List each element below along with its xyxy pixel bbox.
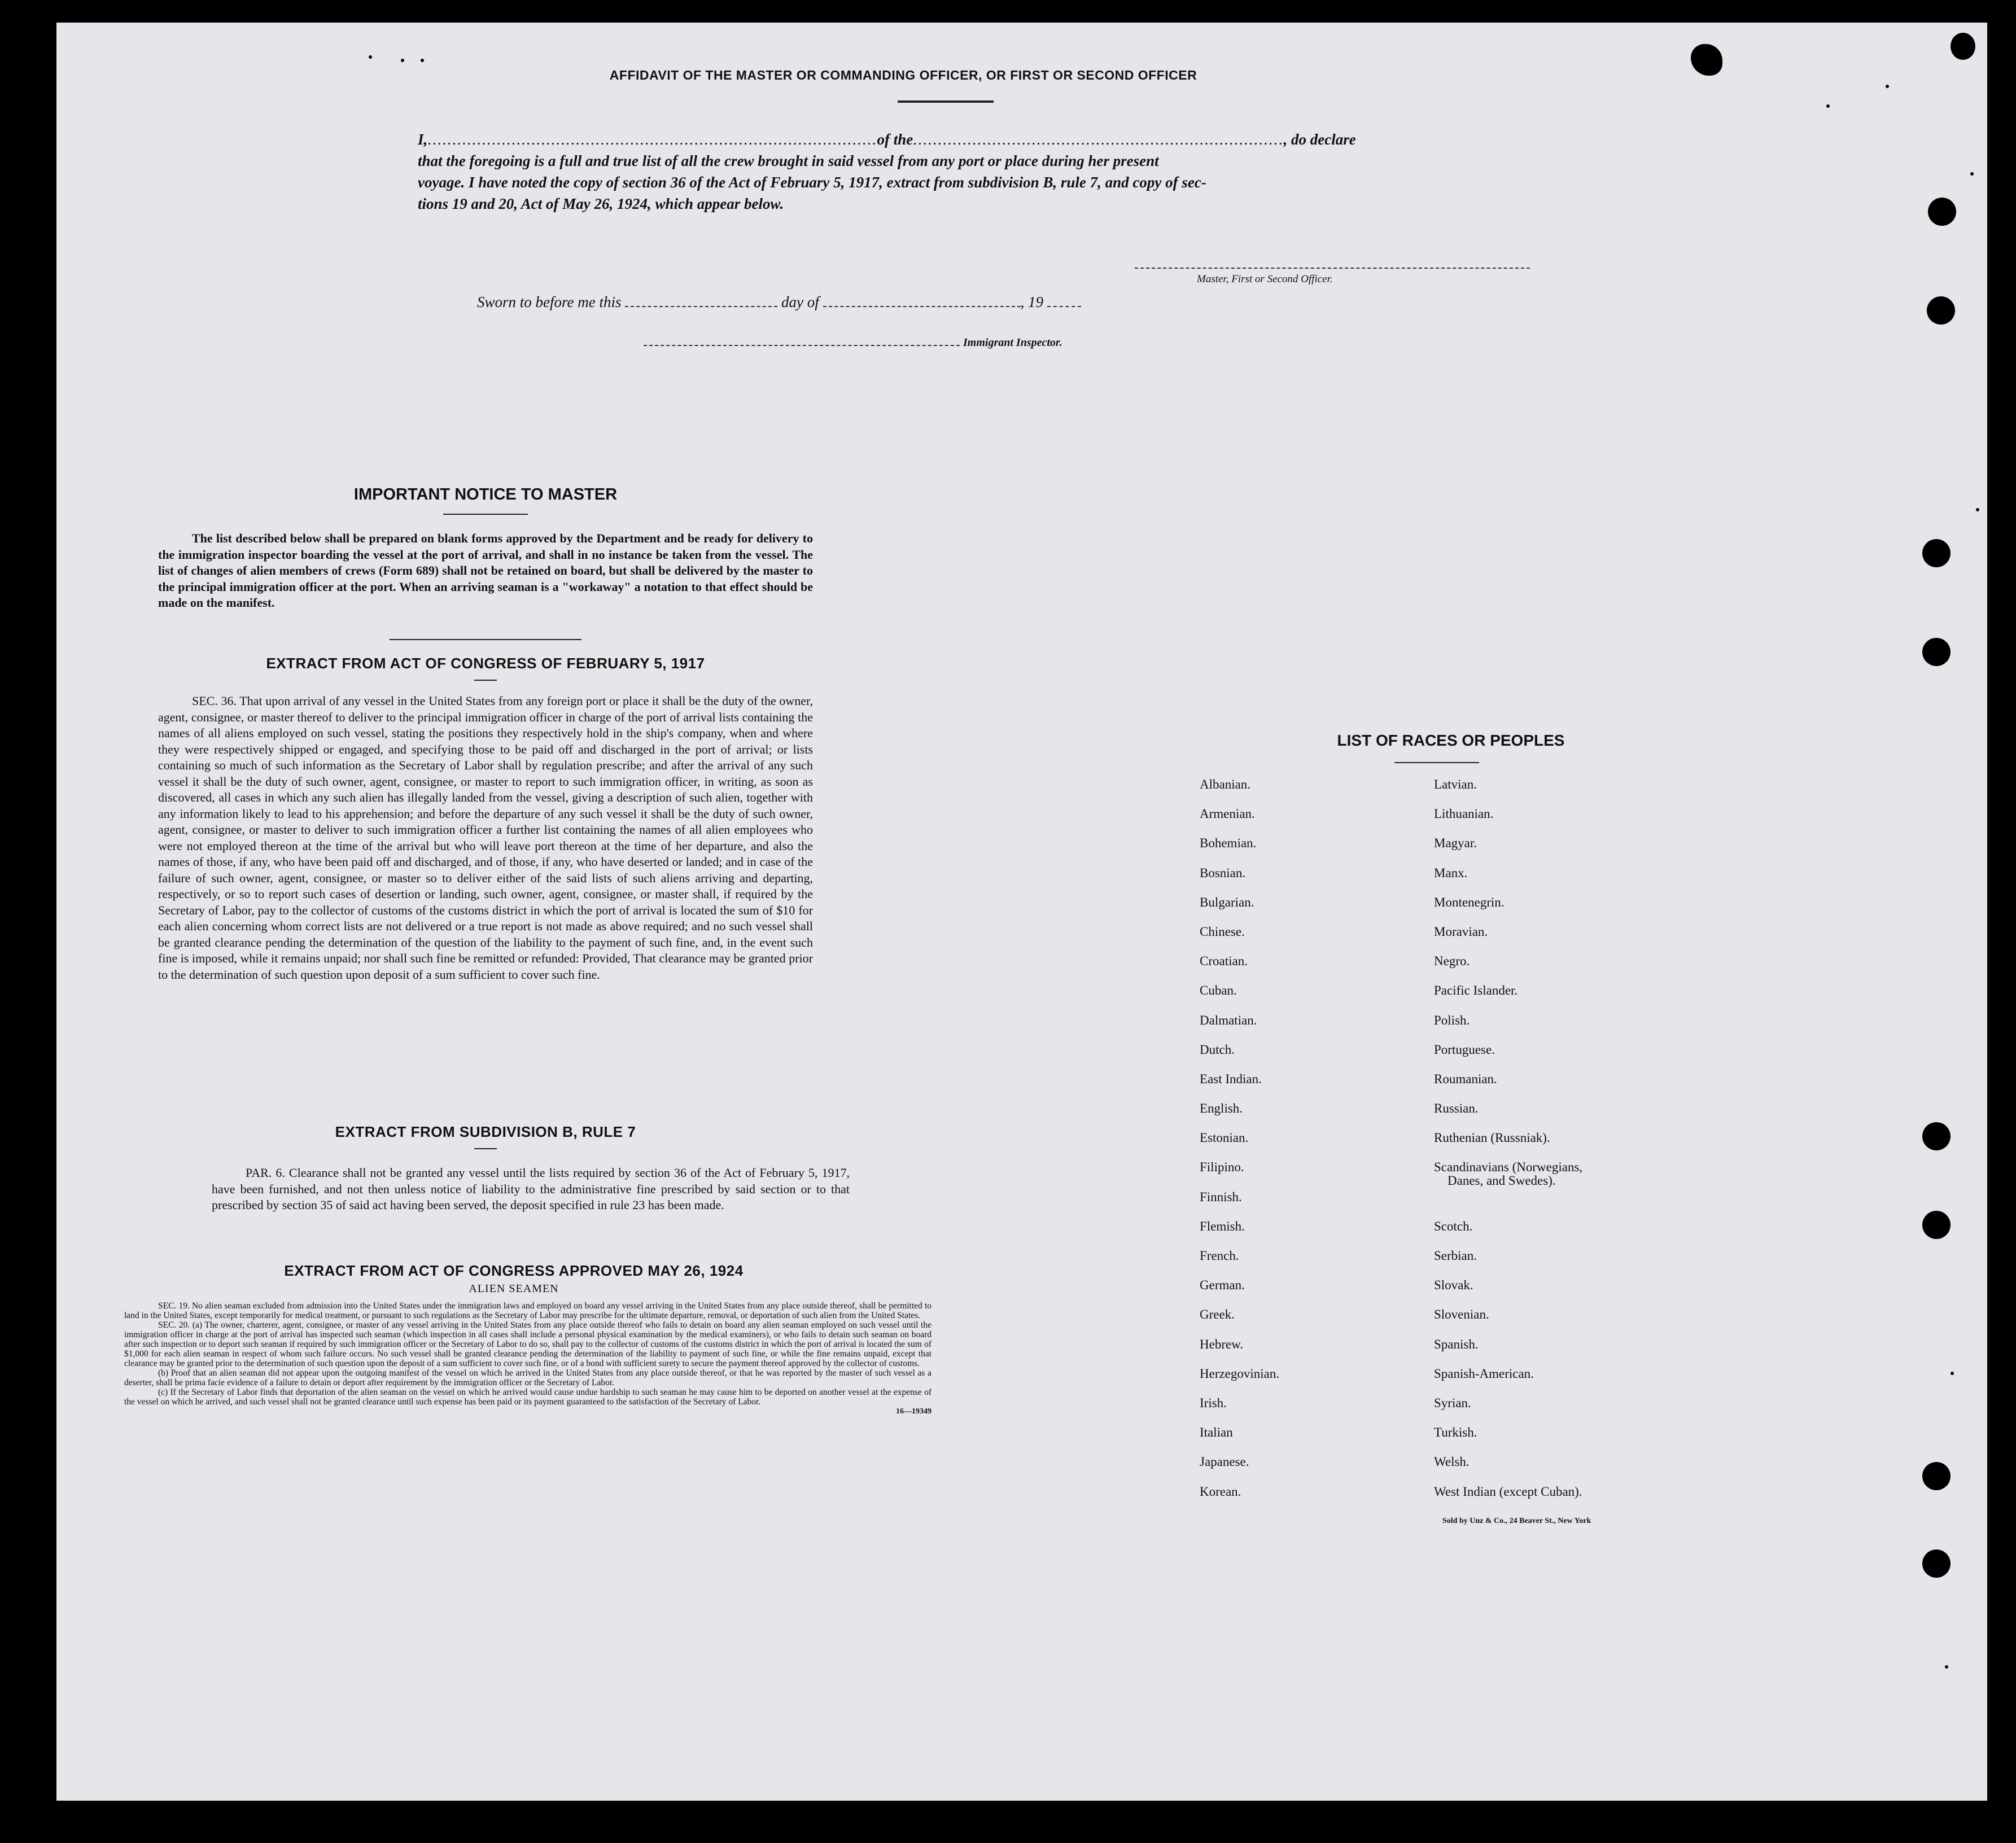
title-rule [898, 100, 994, 103]
sec-20c-text: (c) If the Secretary of Labor finds that deportation of the alien seaman on the vessel on which he arrived would cause undue hardship to such seaman he may cause him to be deported on another vessel at the expense of the vessel on which he arrived, and such vessel shall not be granted clearance until such expense has been paid or its payment guaranteed to the satisfaction of the Secretary of Labor. [124, 1387, 932, 1407]
inspector-label: Immigrant Inspector. [963, 336, 1062, 349]
race-item: Armenian. [1200, 807, 1255, 821]
vessel-fill-line[interactable]: ........................................................................... [913, 131, 1284, 148]
race-item: Syrian. [1434, 1395, 1471, 1410]
race-item: Slovak. [1434, 1278, 1473, 1293]
sworn-year: , 19 [1020, 294, 1043, 310]
race-item: Welsh. [1434, 1455, 1470, 1469]
race-item: Herzegovinian. [1200, 1366, 1280, 1381]
inspector-signature-fill[interactable] [644, 345, 960, 346]
race-item: Dalmatian. [1200, 1013, 1257, 1027]
race-item: Dutch. [1200, 1042, 1235, 1057]
race-item: German. [1200, 1278, 1245, 1293]
race-item: Hebrew. [1200, 1337, 1244, 1351]
inspector-line [644, 336, 1062, 349]
signature-line[interactable] [1135, 268, 1530, 269]
name-fill-line[interactable]: ........................................................................................... [427, 131, 877, 148]
race-item: Korean. [1200, 1484, 1241, 1499]
binder-hole-icon [1922, 1549, 1951, 1578]
sworn-line [477, 294, 1081, 311]
binder-hole-icon [1922, 1122, 1951, 1150]
race-item: Moravian. [1434, 924, 1488, 939]
sworn-day-of: day of [781, 294, 819, 310]
race-item: Chinese. [1200, 924, 1245, 939]
race-item: Ruthenian (Russniak). [1434, 1131, 1550, 1145]
binder-hole-icon [1922, 1211, 1951, 1239]
race-item: Serbian. [1434, 1249, 1477, 1263]
notice-end-rule [390, 639, 581, 640]
speck-icon [1826, 104, 1830, 108]
race-item: Portuguese. [1434, 1042, 1495, 1057]
races-right-column [1434, 778, 1705, 1514]
extract-rule7-body: PAR. 6. Clearance shall not be granted any vessel until the lists required by section 36 of the Act of February 5, 1917, have been furnished, and not then unless notice of liability to the administrative fine prescribed by said section or to that prescribed by section 35 of said act having been served, the deposit specified in rule 23 has been made. [212, 1166, 850, 1212]
sworn-year-fill[interactable] [1047, 294, 1081, 307]
race-item: Scotch. [1434, 1219, 1473, 1233]
race-item: West Indian (except Cuban). [1434, 1484, 1582, 1499]
speck-icon [1886, 85, 1889, 88]
race-item: Montenegrin. [1434, 895, 1505, 909]
extract-1917-body: SEC. 36. That upon arrival of any vessel in the United States from any foreign port or place it shall be the duty of the owner, agent, consignee, or master thereof to deliver to the principal immigration officer in charge of the port of arrival lists containing the names of all aliens employed on such vessel, stating the positions they respectively hold in the ship's company, when and where they were respectively shipped or engaged, and specifying those to be paid off and discharged in the port of arrival; or lists containing so much of such information as the Secretary of Labor shall by regulation prescribe; and after the arrival of any such vessel it shall be the duty of such owner, agent, consignee, or master to report to such immigration officer, in writing, as soon as discovered, all cases in which any such alien has illegally landed from the vessel, giving a description of such alien, together with any information likely to lead to his apprehension; and before the departure of any such vessel it shall be the duty of such owner, agent, consignee, or master to deliver to such immigration officer a further list containing the names of all alien employees who were not employed thereon at the time of the arrival but who will leave port thereon at the time of her departure, and also the names of those, if any, who have been paid off and discharged, and of those, if any, who have deserted or landed; and in case of the failure of such owner, agent, consignee, or master so to deliver either of the said lists of such aliens arriving and departing, respectively, or so to report such cases of desertion or landing, such owner, agent, consignee, or master shall, if required by the Secretary of Labor, pay to the collector of customs of the customs district in which the port of arrival is located the sum of $10 for each alien concerning whom correct lists are not delivered or a true report is not made as above required; and no such vessel shall be granted clearance pending the determination of the question of the liability to the payment of such fine, and, in the event such fine is imposed, while it remains unpaid; nor shall such fine be remitted or refunded: Provided, That clearance may be granted prior to the determination of such question upon deposit of a sum sufficient to cover such fine. [158, 694, 813, 982]
signature-label: Master, First or Second Officer. [1197, 273, 1333, 285]
binder-hole-icon [1928, 198, 1956, 226]
affidavit-of-the: of the [877, 131, 913, 148]
race-item: Bosnian. [1200, 865, 1246, 880]
extract-rule7-rule [474, 1148, 497, 1149]
sworn-month-fill[interactable] [823, 294, 1021, 307]
affidavit-line-4: tions 19 and 20, Act of May 26, 1924, which appear below. [418, 195, 784, 212]
race-item: Bulgarian. [1200, 895, 1254, 909]
affidavit-line-3: voyage. I have noted the copy of section 36 of the Act of February 5, 1917, extract from subdivision B, rule 7, and copy of sec- [418, 174, 1206, 191]
race-item: Finnish. [1200, 1189, 1242, 1204]
extract-1924-subtitle: ALIEN SEAMEN [469, 1282, 559, 1295]
race-item: Roumanian. [1434, 1071, 1497, 1086]
race-item: Negro. [1434, 954, 1470, 969]
race-item: Cuban. [1200, 983, 1237, 998]
race-item-line: Scandinavians (Norwegians, [1434, 1160, 1583, 1175]
notice-title: IMPORTANT NOTICE TO MASTER [353, 485, 618, 504]
sworn-date-fill[interactable] [625, 294, 777, 307]
race-item: Spanish. [1434, 1337, 1479, 1351]
binder-hole-icon [1951, 33, 1975, 60]
notice-body: The list described below shall be prepared on blank forms approved by the Department and be ready for delivery to the immigration inspector boarding the vessel at the port of arrival, and shall in no instance be taken from the vessel. The list of changes of alien members of crews (Form 689) shall not be retained on board, but shall be delivered by the master to the principal immigration officer at the port. When an arriving seaman is a "workaway" a notation to that effect should be made on the manifest. [158, 531, 813, 610]
race-item: Greek. [1200, 1307, 1235, 1322]
affidavit-line-1 [418, 129, 1536, 150]
race-item: Polish. [1434, 1013, 1470, 1027]
affidavit-line-2: that the foregoing is a full and true list of all the crew brought in said vessel from any port or place during her present [418, 152, 1159, 169]
extract-1924-title: EXTRACT FROM ACT OF CONGRESS APPROVED MAY 26, 1924 [284, 1262, 744, 1279]
extract-1917-rule-wrap [158, 680, 813, 681]
speck-icon [401, 59, 404, 62]
affidavit-title: AFFIDAVIT OF THE MASTER OR COMMANDING OFFICER, OR FIRST OR SECOND OFFICER [609, 68, 1197, 82]
extract-1917-title: EXTRACT FROM ACT OF CONGRESS OF FEBRUARY 5, 1917 [266, 655, 705, 672]
binder-hole-icon [1922, 638, 1951, 666]
race-item [1434, 1161, 1705, 1219]
speck-icon [421, 59, 424, 62]
race-item: French. [1200, 1249, 1239, 1263]
race-item: Croatian. [1200, 954, 1248, 969]
race-item: Estonian. [1200, 1131, 1249, 1145]
binder-hole-icon [1922, 539, 1951, 567]
race-item: Irish. [1200, 1395, 1227, 1410]
race-item: Bohemian. [1200, 836, 1257, 851]
race-item: Flemish. [1200, 1219, 1245, 1233]
sec-20a-text: SEC. 20. (a) The owner, charterer, agent, consignee, or master of any vessel arriving in the United States from any place outside thereof who fails to detain on board any alien seaman employed on such vessel until the immigration officer in charge at the port of arrival has inspected such seaman (which inspection in all cases shall include a personal physical examination by the medical examiners), or who fails to detain such seaman on board after such inspection or to deport such seaman if required by such immigration officer or the Secretary of Labor to do so, shall pay to the collector of customs of the customs district in which the port of arrival is located the sum of $1,000 for each alien seaman in respect of whom such failure occurs. No such vessel shall be granted clearance pending the determination of the liability to payment of such fine, or while the fine remains unpaid, except that clearance may be granted prior to the determination of such question upon the deposit of a sum sufficient to cover such fine, or of a bond with sufficient surety to secure the payment thereof approved by the collector of customs. [124, 1320, 932, 1368]
race-item: Spanish-American. [1434, 1366, 1534, 1381]
affidavit-do-declare: , do declare [1283, 131, 1356, 148]
race-item: Filipino. [1200, 1160, 1244, 1175]
affidavit-body [418, 129, 1536, 214]
speck-icon [1945, 1665, 1948, 1669]
race-item: Turkish. [1434, 1425, 1477, 1440]
race-item: East Indian. [1200, 1071, 1262, 1086]
speck-icon [1970, 172, 1974, 176]
races-rule [1394, 762, 1479, 763]
races-left-column [1200, 778, 1471, 1514]
extract-rule7-rule-wrap [158, 1148, 813, 1149]
sold-by-imprint: Sold by Unz & Co., 24 Beaver St., New York [1442, 1517, 1591, 1525]
binder-hole-icon [1922, 1462, 1951, 1490]
race-item: Japanese. [1200, 1455, 1249, 1469]
race-item-line: Danes, and Swedes). [1448, 1174, 1556, 1188]
sworn-prefix: Sworn to before me this [477, 294, 622, 310]
race-item: Manx. [1434, 865, 1468, 880]
race-item: Latvian. [1434, 777, 1477, 791]
extract-1924-body [124, 1301, 932, 1416]
form-number: 16—19349 [896, 1407, 932, 1416]
race-item: Magyar. [1434, 836, 1477, 851]
race-item: Italian [1200, 1425, 1233, 1440]
race-item: Russian. [1434, 1101, 1479, 1116]
extract-1917-rule [474, 680, 497, 681]
sec-20b-text: (b) Proof that an alien seaman did not appear upon the outgoing manifest of the vessel on which he arrived in the United States from any place outside thereof, or that he was reported by the master of such vessel as a deserter, shall be prima facie evidence of a failure to detain or deport after requirement by the immigration officer or the Secretary of Labor. [124, 1368, 932, 1387]
speck-icon [369, 55, 372, 59]
race-item: Slovenian. [1434, 1307, 1489, 1322]
race-item: Pacific Islander. [1434, 983, 1518, 998]
binder-hole-icon [1927, 296, 1955, 325]
race-item: Lithuanian. [1434, 807, 1494, 821]
speck-icon [1951, 1372, 1954, 1375]
sec-19-text: SEC. 19. No alien seaman excluded from admission into the United States under the immigration laws and employed on board any vessel arriving in the United States from any place outside thereof, shall be permitted to land in the United States, except temporarily for medical treatment, or pursuant to such regulations as the Secretary of Labor may prescribe for the ultimate departure, removal, or deportation of such alien from the United States. [124, 1301, 932, 1320]
race-item: English. [1200, 1101, 1243, 1116]
notice-end-rule-wrap [158, 639, 813, 640]
speck-icon [1976, 508, 1979, 511]
speck-icon [25, 1806, 29, 1810]
affidavit-i: I, [418, 131, 428, 148]
extract-rule7-title: EXTRACT FROM SUBDIVISION B, RULE 7 [335, 1123, 636, 1140]
notice-rule [443, 514, 528, 515]
race-item: Albanian. [1200, 777, 1251, 791]
notice-rule-wrap [158, 514, 813, 515]
races-title: LIST OF RACES OR PEOPLES [1337, 732, 1565, 749]
